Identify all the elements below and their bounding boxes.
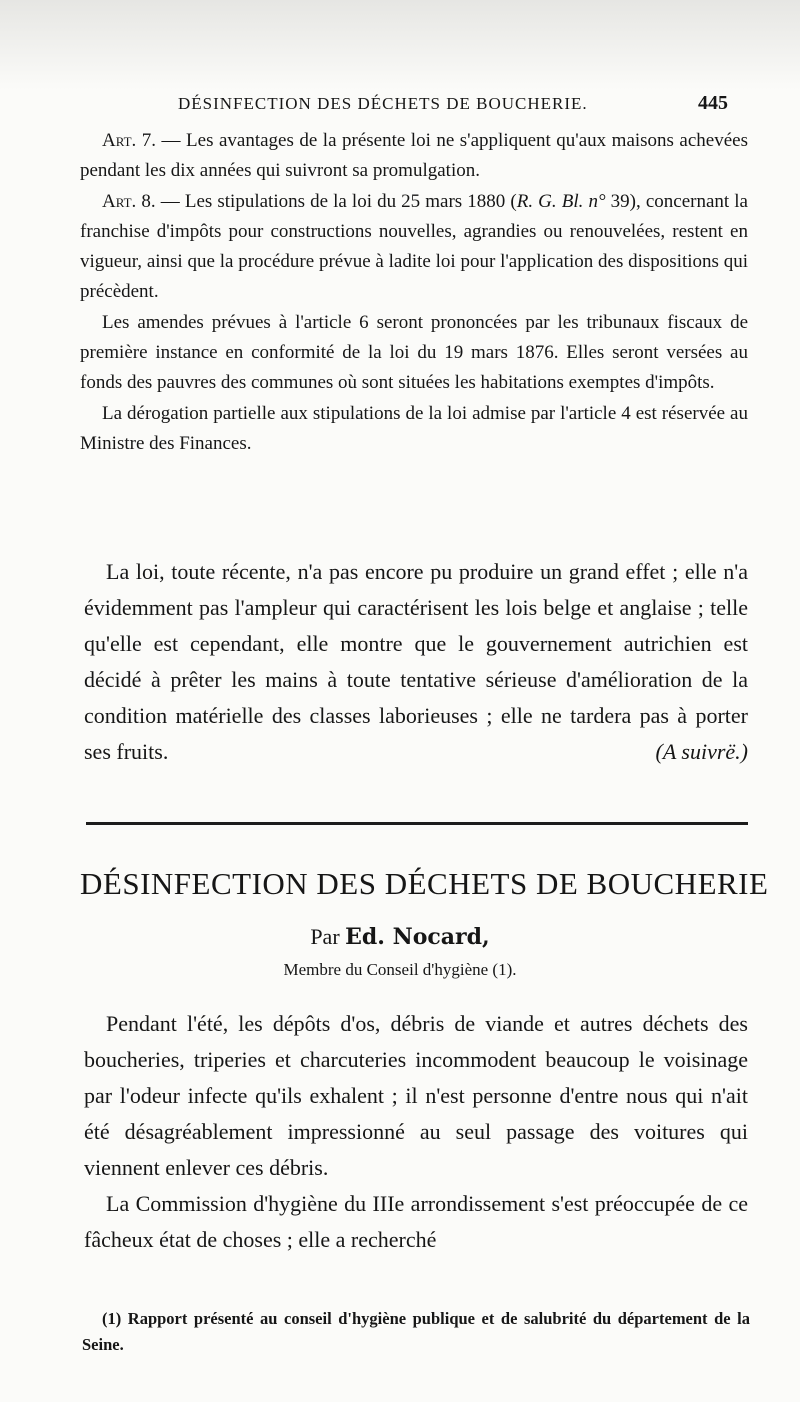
section-divider [86,822,748,825]
commentary-paragraph [84,554,748,770]
commentary-text: La loi, toute récente, n'a pas encore pu produire un grand effet ; elle n'a évidemment pas l'ampleur qui caractérisent les lois belge et anglaise ; telle qu'elle est cependant, elle montre que le gouvernement autrichien est décidé à prêter les mains à toute tentative sérieuse d'amélioration de la condition matérielle des classes laborieuses ; elle ne tardera pas à porter ses fruits. [84,559,748,764]
article-8-label: Art. 8. [102,190,156,212]
article-8 [80,187,748,308]
author-affiliation: Membre du Conseil d'hygiène (1). [283,960,517,979]
article-8-reference: R. G. Bl. n° [516,190,606,212]
byline-prefix: Par [310,924,346,949]
running-head [178,92,778,120]
page-shadow [0,0,800,90]
article-title: DÉSINFECTION DES DÉCHETS DE BOUCHERIE [80,866,769,901]
article-8-text-before: — Les stipulations de la loi du 25 mars 1880 ( [155,190,517,212]
footnote-text: (1) Rapport présenté au conseil d'hygiène publique et de salubrité du département de la Seine. [82,1309,750,1354]
page-number: 445 [698,92,728,114]
paragraph-amendes: Les amendes prévues à l'article 6 seront prononcées par les tribunaux fiscaux de première instance en conformité de la loi du 19 mars 1876. Elles seront versées au fonds des pauvres des communes où sont situées les habitations exemptes d'impôts. [80,311,748,394]
article-7-text: — Les avantages de la présente loi ne s'appliquent qu'aux maisons achevées pendant les dix années qui suivront sa promulgation. [80,130,748,182]
law-articles [80,126,748,459]
article-8-text-after: 39), concernant la franchise d'impôts pour constructions nouvelles, agrandies ou renouvelées, restent en vigueur, ainsi que la procédure prévue à ladite loi pour l'application des dispositions qui précèdent. [80,190,748,303]
article-paragraph-2: La Commission d'hygiène du IIIe arrondissement s'est préoccupée de ce fâcheux état de choses ; elle a recherché [84,1191,748,1252]
commentary [84,554,748,770]
footnote [82,1306,750,1358]
author-name: Ed. Nocard, [345,924,490,950]
article-paragraph-1: Pendant l'été, les dépôts d'os, débris de viande et autres déchets des boucheries, triperies et charcuteries incommodent beaucoup le voisinage par l'odeur infecte qu'ils exhalent ; il n'est personne d'entre nous qui n'ait été désagréablement impressionné au seul passage des voitures qui viennent enlever ces débris. [84,1011,748,1180]
article-7 [80,126,748,187]
article-body [84,1006,748,1258]
article-7-label: Art. 7. [102,130,157,151]
byline [0,924,800,950]
continued-note: (A suivrë.) [655,739,748,764]
running-title: DÉSINFECTION DES DÉCHETS DE BOUCHERIE. [178,94,588,113]
paragraph-derogation: La dérogation partielle aux stipulations de la loi admise par l'article 4 est réservée au Ministre des Finances. [80,402,748,454]
